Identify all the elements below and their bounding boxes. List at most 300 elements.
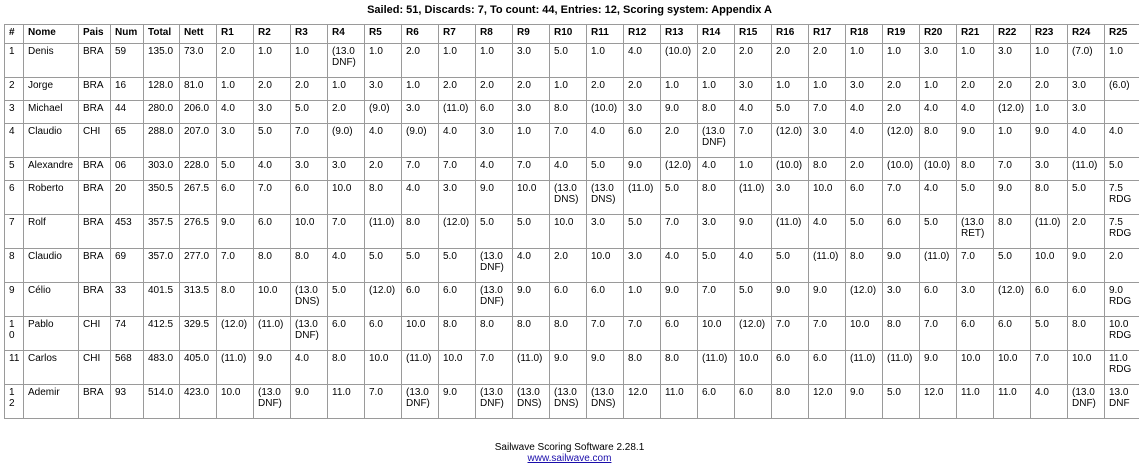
table-cell: 9.0 — [254, 351, 291, 385]
table-cell: (11.0) — [513, 351, 550, 385]
table-cell: 1.0 — [217, 78, 254, 101]
series-summary: Sailed: 51, Discards: 7, To count: 44, Entries: 12, Scoring system: Appendix A — [367, 4, 772, 16]
column-header: R24 — [1068, 25, 1105, 44]
table-cell: 5.0 — [365, 249, 402, 283]
table-cell: 128.0 — [144, 78, 180, 101]
table-cell: (10.0) — [661, 44, 698, 78]
table-cell: 568 — [111, 351, 144, 385]
table-cell: 4.0 — [1068, 124, 1105, 158]
column-header: R1 — [217, 25, 254, 44]
table-cell: 2.0 — [624, 78, 661, 101]
table-cell: 4.0 — [328, 249, 365, 283]
table-cell: (12.0) — [994, 283, 1031, 317]
column-header: # — [5, 25, 24, 44]
table-cell: 8.0 — [291, 249, 328, 283]
table-cell: 8.0 — [994, 215, 1031, 249]
table-cell: 280.0 — [144, 101, 180, 124]
table-cell: 9.0 — [994, 181, 1031, 215]
table-cell: 1.0 — [772, 78, 809, 101]
table-cell: 7.0 — [698, 283, 735, 317]
table-row — [5, 101, 1139, 124]
table-cell: 2.0 — [254, 78, 291, 101]
table-cell: 6.0 — [809, 351, 846, 385]
table-cell: 1.0 — [402, 78, 439, 101]
table-cell: 10.0 — [402, 317, 439, 351]
table-cell: 4.0 — [846, 124, 883, 158]
table-cell: 2.0 — [476, 78, 513, 101]
table-cell: 6.0 — [772, 351, 809, 385]
table-cell: 69 — [111, 249, 144, 283]
table-cell: 10.0 — [291, 215, 328, 249]
table-cell: 93 — [111, 385, 144, 419]
table-cell: 7.0 — [291, 124, 328, 158]
column-header: R16 — [772, 25, 809, 44]
table-cell: 4.0 — [365, 124, 402, 158]
table-cell: (10.0) — [772, 158, 809, 181]
table-cell: 5.0 — [772, 249, 809, 283]
table-cell: 3.0 — [513, 101, 550, 124]
table-cell: 8.0 — [439, 317, 476, 351]
table-cell: 06 — [111, 158, 144, 181]
table-cell: 2.0 — [1105, 249, 1139, 283]
table-cell: (13.0 DNF) — [476, 385, 513, 419]
table-cell: 3.0 — [698, 215, 735, 249]
table-cell: 7.0 — [624, 317, 661, 351]
table-cell: 7.0 — [735, 124, 772, 158]
table-cell: 4.0 — [957, 101, 994, 124]
table-cell: 1.0 — [661, 78, 698, 101]
table-cell: 3.0 — [624, 101, 661, 124]
table-cell: (11.0) — [254, 317, 291, 351]
table-cell: 405.0 — [180, 351, 217, 385]
table-cell: 9.0 — [957, 124, 994, 158]
table-cell: 2 — [5, 78, 24, 101]
table-cell: 7.0 — [513, 158, 550, 181]
table-cell: (10.0) — [587, 101, 624, 124]
table-cell: 7.0 — [1031, 351, 1068, 385]
table-cell: 5.0 — [661, 181, 698, 215]
table-cell: (13.0 DNF) — [402, 385, 439, 419]
table-cell: (11.0) — [846, 351, 883, 385]
table-cell: (11.0) — [439, 101, 476, 124]
table-cell: 9.0 — [439, 385, 476, 419]
table-cell: 1.0 — [513, 124, 550, 158]
table-cell: 4.0 — [291, 351, 328, 385]
table-cell: 4.0 — [846, 101, 883, 124]
table-row — [5, 317, 1139, 351]
table-cell: 206.0 — [180, 101, 217, 124]
table-cell: 8.0 — [920, 124, 957, 158]
table-cell: 1.0 — [883, 44, 920, 78]
table-row — [5, 124, 1139, 158]
table-cell: 7.0 — [587, 317, 624, 351]
table-cell: 9.0 — [624, 158, 661, 181]
table-cell: 8.0 — [550, 101, 587, 124]
table-cell: 1.0 — [920, 78, 957, 101]
table-cell: 12.0 — [809, 385, 846, 419]
table-cell: 3.0 — [624, 249, 661, 283]
table-cell: 6.0 — [328, 317, 365, 351]
table-cell: 4.0 — [661, 249, 698, 283]
table-cell: 9.0 RDG — [1105, 283, 1139, 317]
table-cell: 3.0 — [587, 215, 624, 249]
table-cell: 1.0 — [994, 124, 1031, 158]
table-cell: 5.0 — [772, 101, 809, 124]
table-cell: 10.0 — [994, 351, 1031, 385]
table-cell: 9.0 — [920, 351, 957, 385]
column-header: R7 — [439, 25, 476, 44]
table-cell: 3.0 — [883, 283, 920, 317]
table-cell: 1.0 — [476, 44, 513, 78]
table-cell: CHI — [79, 351, 111, 385]
table-cell: 357.0 — [144, 249, 180, 283]
table-cell: 6.0 — [883, 215, 920, 249]
table-cell: (12.0) — [994, 101, 1031, 124]
table-cell: 3.0 — [772, 181, 809, 215]
column-header: R10 — [550, 25, 587, 44]
table-cell: 5.0 — [883, 385, 920, 419]
table-cell: 9.0 — [550, 351, 587, 385]
table-cell: 483.0 — [144, 351, 180, 385]
table-cell: 5.0 — [291, 101, 328, 124]
table-cell: 288.0 — [144, 124, 180, 158]
column-header: R20 — [920, 25, 957, 44]
table-cell: 5.0 — [846, 215, 883, 249]
table-cell: 2.0 — [661, 124, 698, 158]
table-cell: 44 — [111, 101, 144, 124]
table-cell: (11.0) — [217, 351, 254, 385]
table-cell: 5.0 — [217, 158, 254, 181]
column-header: R25 — [1105, 25, 1139, 44]
table-cell: 59 — [111, 44, 144, 78]
table-cell: 4.0 — [1105, 124, 1139, 158]
table-cell: 4.0 — [550, 158, 587, 181]
table-cell: 8.0 — [217, 283, 254, 317]
table-cell: 8 — [5, 249, 24, 283]
column-header: R17 — [809, 25, 846, 44]
column-header: R5 — [365, 25, 402, 44]
sailwave-link[interactable]: www.sailwave.com — [527, 453, 612, 464]
table-cell: 3.0 — [254, 101, 291, 124]
column-header: R8 — [476, 25, 513, 44]
table-cell: (12.0) — [661, 158, 698, 181]
table-cell: 2.0 — [698, 44, 735, 78]
table-cell: 2.0 — [513, 78, 550, 101]
table-cell: 4.0 — [624, 44, 661, 78]
table-cell: 5.0 — [254, 124, 291, 158]
table-cell: 8.0 — [402, 215, 439, 249]
column-header: R4 — [328, 25, 365, 44]
table-cell: 6.0 — [587, 283, 624, 317]
table-cell: 5.0 — [587, 158, 624, 181]
table-cell: (12.0) — [846, 283, 883, 317]
table-cell: BRA — [79, 249, 111, 283]
column-header: Num — [111, 25, 144, 44]
table-cell: 2.0 — [957, 78, 994, 101]
table-cell: 1 — [5, 44, 24, 78]
table-cell: Pablo — [24, 317, 79, 351]
table-cell: CHI — [79, 124, 111, 158]
table-cell: (11.0) — [1031, 215, 1068, 249]
table-cell: 1.0 — [957, 44, 994, 78]
table-cell: 3.0 — [735, 78, 772, 101]
table-cell: 3.0 — [476, 124, 513, 158]
table-cell: 1.0 — [254, 44, 291, 78]
table-cell: 7.0 — [920, 317, 957, 351]
table-cell: (11.0) — [698, 351, 735, 385]
table-cell: 135.0 — [144, 44, 180, 78]
table-cell: 6 — [5, 181, 24, 215]
column-header: R15 — [735, 25, 772, 44]
table-cell: 2.0 — [402, 44, 439, 78]
table-cell: BRA — [79, 181, 111, 215]
table-cell: 357.5 — [144, 215, 180, 249]
table-cell: 7.0 — [809, 317, 846, 351]
table-cell: 350.5 — [144, 181, 180, 215]
table-cell: (13.0 DNS) — [550, 181, 587, 215]
table-cell: 2.0 — [550, 249, 587, 283]
column-header: Pais — [79, 25, 111, 44]
table-cell: 1.0 — [328, 78, 365, 101]
table-cell: 7.0 — [254, 181, 291, 215]
table-cell: 5.0 — [328, 283, 365, 317]
table-row — [5, 158, 1139, 181]
table-cell: CHI — [79, 317, 111, 351]
table-cell: 207.0 — [180, 124, 217, 158]
table-cell: 74 — [111, 317, 144, 351]
results-table-body — [5, 44, 1139, 419]
table-cell: 10.0 — [217, 385, 254, 419]
table-cell: 9.0 — [661, 283, 698, 317]
table-cell: 6.0 — [254, 215, 291, 249]
table-cell: 8.0 — [957, 158, 994, 181]
header-row — [5, 25, 1139, 44]
table-cell: 3.0 — [291, 158, 328, 181]
table-cell: 7 — [5, 215, 24, 249]
table-cell: 6.0 — [402, 283, 439, 317]
table-cell: (12.0) — [365, 283, 402, 317]
table-cell: Ademir — [24, 385, 79, 419]
table-cell: 10.0 — [809, 181, 846, 215]
table-cell: 3.0 — [1031, 158, 1068, 181]
table-cell: (13.0 DNF) — [476, 249, 513, 283]
table-cell: (13.0 DNS) — [513, 385, 550, 419]
column-header: R3 — [291, 25, 328, 44]
table-cell: 8.0 — [624, 351, 661, 385]
table-cell: 8.0 — [1068, 317, 1105, 351]
column-header: R18 — [846, 25, 883, 44]
table-cell: 5.0 — [920, 215, 957, 249]
table-cell: Célio — [24, 283, 79, 317]
table-row — [5, 351, 1139, 385]
table-cell: 11.0 — [661, 385, 698, 419]
table-cell: 8.0 — [698, 181, 735, 215]
table-cell: 5.0 — [957, 181, 994, 215]
table-cell: Carlos — [24, 351, 79, 385]
table-cell: 4.0 — [587, 124, 624, 158]
table-cell: 7.0 — [883, 181, 920, 215]
table-cell: 10.0 — [328, 181, 365, 215]
table-cell: 9.0 — [1068, 249, 1105, 283]
table-cell: 5.0 — [439, 249, 476, 283]
table-cell: 4 — [5, 124, 24, 158]
table-cell: 6.0 — [846, 181, 883, 215]
table-row — [5, 283, 1139, 317]
table-cell: 453 — [111, 215, 144, 249]
table-cell: 16 — [111, 78, 144, 101]
table-cell: 12.0 — [920, 385, 957, 419]
table-cell: 10.0 — [254, 283, 291, 317]
table-cell: 3.0 — [513, 44, 550, 78]
table-cell: 7.0 — [402, 158, 439, 181]
table-cell: 3.0 — [217, 124, 254, 158]
table-cell: (11.0) — [735, 181, 772, 215]
table-cell: 9.0 — [846, 385, 883, 419]
table-cell: (13.0 DNS) — [587, 181, 624, 215]
table-cell: 9.0 — [661, 101, 698, 124]
table-cell: 10.0 — [735, 351, 772, 385]
table-cell: 4.0 — [254, 158, 291, 181]
table-cell: 4.0 — [513, 249, 550, 283]
table-cell: 6.0 — [1031, 283, 1068, 317]
table-cell: 3.0 — [1068, 78, 1105, 101]
software-credit: Sailwave Scoring Software 2.28.1 — [494, 442, 645, 453]
table-cell: 7.0 — [550, 124, 587, 158]
table-cell: 6.0 — [920, 283, 957, 317]
table-cell: 2.0 — [587, 78, 624, 101]
table-cell: (12.0) — [883, 124, 920, 158]
table-cell: 2.0 — [772, 44, 809, 78]
table-cell: 65 — [111, 124, 144, 158]
table-cell: 3.0 — [846, 78, 883, 101]
table-cell: 81.0 — [180, 78, 217, 101]
table-cell: 11.0 RDG — [1105, 351, 1139, 385]
table-cell: BRA — [79, 101, 111, 124]
table-cell: 8.0 — [698, 101, 735, 124]
table-cell: 11.0 — [994, 385, 1031, 419]
results-table-header — [5, 25, 1139, 44]
table-cell: 8.0 — [661, 351, 698, 385]
table-cell: (10.0) — [883, 158, 920, 181]
table-cell: 6.0 — [735, 385, 772, 419]
table-cell: (11.0) — [402, 351, 439, 385]
table-cell: 2.0 — [994, 78, 1031, 101]
table-cell: 8.0 — [365, 181, 402, 215]
table-cell: 7.0 — [217, 249, 254, 283]
table-cell: 1.0 — [624, 283, 661, 317]
table-cell: 267.5 — [180, 181, 217, 215]
table-cell: Denis — [24, 44, 79, 78]
table-cell: Rolf — [24, 215, 79, 249]
table-cell: 4.0 — [476, 158, 513, 181]
table-cell: 3.0 — [439, 181, 476, 215]
table-cell: 2.0 — [1068, 215, 1105, 249]
table-cell: 3.0 — [365, 78, 402, 101]
table-cell: 4.0 — [735, 249, 772, 283]
table-cell: 9.0 — [587, 351, 624, 385]
table-cell: (11.0) — [920, 249, 957, 283]
table-cell: 3.0 — [1068, 101, 1105, 124]
table-cell: 10.0 — [550, 215, 587, 249]
table-cell: 73.0 — [180, 44, 217, 78]
table-cell: 8.0 — [550, 317, 587, 351]
table-cell: 4.0 — [1031, 385, 1068, 419]
table-cell: (13.0 DNF) — [1068, 385, 1105, 419]
table-cell: 1.0 — [550, 78, 587, 101]
table-cell: 313.5 — [180, 283, 217, 317]
table-cell: (13.0 DNS) — [550, 385, 587, 419]
table-cell: (13.0 DNF) — [328, 44, 365, 78]
table-row — [5, 385, 1139, 419]
table-cell: 1.0 — [1105, 44, 1139, 78]
table-cell: 4.0 — [920, 101, 957, 124]
table-cell: (12.0) — [735, 317, 772, 351]
table-cell: 9 — [5, 283, 24, 317]
table-cell: 7.0 — [957, 249, 994, 283]
table-cell: 6.0 — [994, 317, 1031, 351]
column-header: Total — [144, 25, 180, 44]
table-cell: 1.0 — [587, 44, 624, 78]
table-cell: (13.0 DNF) — [254, 385, 291, 419]
table-cell: (13.0 DNF) — [476, 283, 513, 317]
table-cell: BRA — [79, 385, 111, 419]
table-cell: 9.0 — [1031, 124, 1068, 158]
table-cell: 10.0 — [439, 351, 476, 385]
table-cell: Roberto — [24, 181, 79, 215]
table-cell: 10.0 RDG — [1105, 317, 1139, 351]
table-cell: (13.0 DNF) — [291, 317, 328, 351]
table-cell: 10.0 — [365, 351, 402, 385]
table-cell: Alexandre — [24, 158, 79, 181]
table-cell: 11 — [5, 351, 24, 385]
table-cell: 401.5 — [144, 283, 180, 317]
table-cell: Jorge — [24, 78, 79, 101]
table-row — [5, 181, 1139, 215]
table-cell: 5.0 — [513, 215, 550, 249]
table-cell: 6.0 — [957, 317, 994, 351]
table-cell: 20 — [111, 181, 144, 215]
table-cell: 13.0 DNF — [1105, 385, 1139, 419]
column-header: R22 — [994, 25, 1031, 44]
table-cell: 2.0 — [883, 101, 920, 124]
table-cell: 2.0 — [735, 44, 772, 78]
table-cell: 4.0 — [402, 181, 439, 215]
table-cell: 10.0 — [513, 181, 550, 215]
table-cell: (13.0 RET) — [957, 215, 994, 249]
table-cell: (13.0 DNS) — [291, 283, 328, 317]
table-cell: 8.0 — [328, 351, 365, 385]
table-cell: 9.0 — [513, 283, 550, 317]
footer — [0, 442, 1139, 464]
table-cell: Michael — [24, 101, 79, 124]
table-cell: (11.0) — [772, 215, 809, 249]
table-cell: 9.0 — [476, 181, 513, 215]
table-cell: 3.0 — [809, 124, 846, 158]
table-cell: 2.0 — [365, 158, 402, 181]
table-cell: 8.0 — [883, 317, 920, 351]
table-cell: BRA — [79, 283, 111, 317]
column-header: Nett — [180, 25, 217, 44]
table-cell: 2.0 — [328, 101, 365, 124]
table-cell: (12.0) — [439, 215, 476, 249]
table-cell: 4.0 — [439, 124, 476, 158]
table-cell: (12.0) — [217, 317, 254, 351]
table-cell: Claudio — [24, 249, 79, 283]
table-cell: 10.0 — [587, 249, 624, 283]
table-cell: 9.0 — [735, 215, 772, 249]
table-cell: 10.0 — [846, 317, 883, 351]
table-row — [5, 249, 1139, 283]
